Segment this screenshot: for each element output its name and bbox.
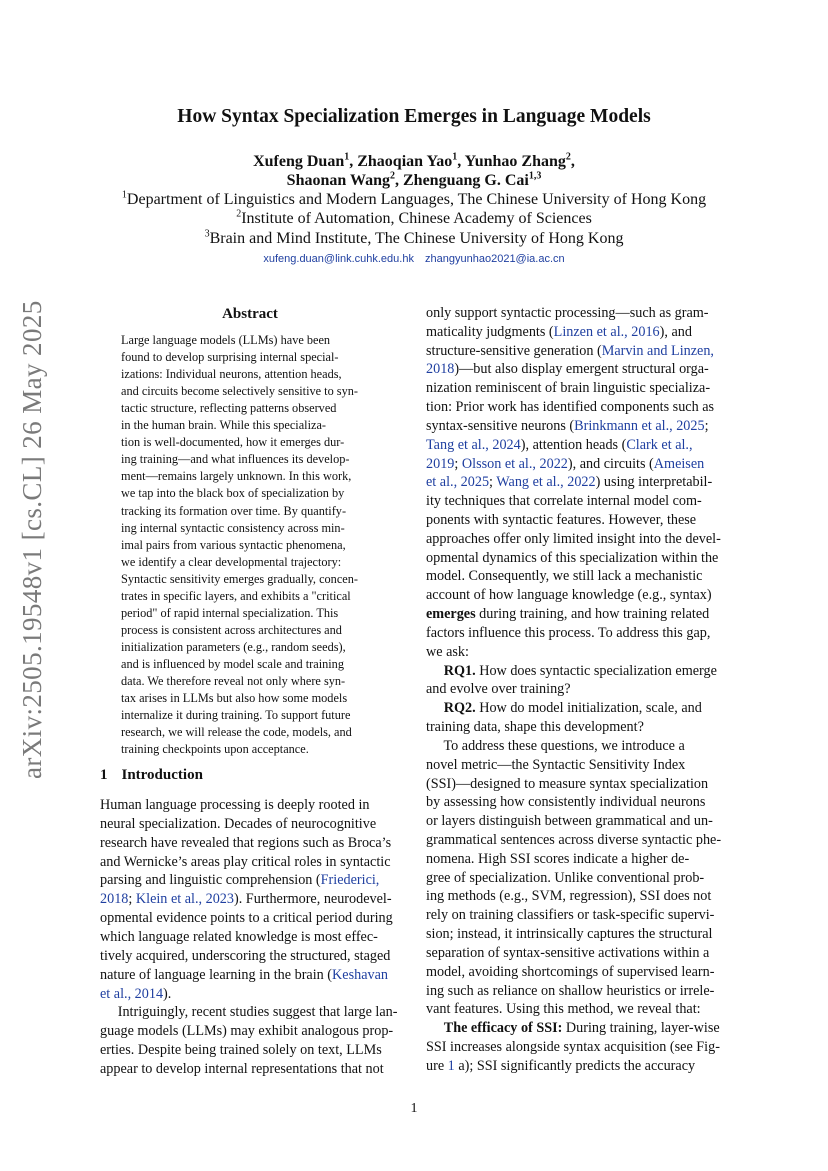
author-affiliation-mark: 1 — [452, 151, 458, 163]
abstract-line: tion is well-documented, how it emerges dur- — [121, 435, 345, 450]
text-line: SSI increases alongside syntax acquisition (see Fig- — [426, 1038, 720, 1055]
text-line: guage models (LLMs) may exhibit analogous prop- — [100, 1023, 394, 1040]
citation-link[interactable]: et al., 2025 — [426, 474, 490, 491]
abstract-line: ing training—and what influences its develop- — [121, 452, 350, 467]
text-line: only support syntactic processing—such as gram- — [426, 305, 709, 321]
text-line: model. Consequently, we still lack a mechanistic — [426, 568, 703, 585]
abstract-line: ing internal syntactic consistency across min- — [121, 520, 345, 535]
abstract-line: we tap into the black box of specialization by — [121, 486, 345, 501]
text-line: model, avoiding shortcomings of supervised learn- — [426, 963, 715, 980]
citation-link[interactable]: Brinkmann et al., 2025 — [574, 417, 705, 434]
author-list-line-2: Shaonan Wang$^2$, Zhenguang G. Cai$^{1,3}$ — [286, 170, 542, 189]
citation-link[interactable]: Friederici, — [320, 872, 380, 889]
affiliation-mark: 2 — [236, 208, 242, 220]
text-line: parsing and linguistic comprehension (Friederici, — [100, 872, 380, 889]
affiliation-mark: 3 — [204, 228, 210, 240]
text-line: which language related knowledge is most effec- — [100, 928, 378, 945]
citation-link[interactable]: Ameisen — [653, 455, 705, 472]
text-line: training data, shape this development? — [426, 719, 644, 736]
affiliation-mark: 1 — [121, 189, 127, 201]
text-line: or layers distinguish between grammatical and un- — [426, 813, 713, 830]
text-line: separation of syntax-sensitive activations within a — [426, 944, 710, 961]
abstract-line: tax arises in LLMs but also how some models — [121, 691, 348, 706]
text-line: ity techniques that correlate internal model com- — [426, 493, 702, 510]
text-line: RQ2. How do model initialization, scale, and — [443, 700, 702, 717]
text-line: structure-sensitive generation (Marvin and Linzen, — [426, 342, 714, 359]
paper-title: How Syntax Specialization Emerges in Language Models — [177, 106, 651, 127]
text-line: account of how language knowledge (e.g., syntax) — [426, 587, 712, 604]
author-emails — [0, 253, 828, 265]
affiliation-text: Department of Linguistics and Modern Languages, The Chinese University of Hong Kong — [126, 191, 707, 208]
text-line: ing such as reliance on shallow heuristics or irrele- — [426, 982, 715, 999]
abstract-line: tracking its formation over time. By quantify- — [121, 503, 347, 518]
section-heading-introduction — [100, 767, 203, 784]
text-line: 2018)—but also display emergent structural orga- — [426, 361, 709, 378]
author-name: Zhaoqian Yao — [357, 153, 453, 170]
affiliation-1 — [0, 191, 828, 209]
abstract-line: Syntactic sensitivity emerges gradually, concen- — [121, 571, 358, 586]
text-line: et al., 2025; Wang et al., 2022) using interpretabil- — [426, 474, 713, 491]
abstract-heading: Abstract — [222, 306, 278, 322]
page-number: 1 — [410, 1101, 418, 1116]
text-line: maticality judgments (Linzen et al., 2016), and — [426, 323, 692, 340]
abstract-line: training checkpoints upon acceptance. — [121, 742, 309, 757]
author-affiliation-mark: 1,3 — [528, 170, 542, 182]
abstract-line: and is influenced by model scale and training — [121, 656, 344, 671]
citation-link[interactable]: Keshavan — [332, 966, 388, 983]
text-line: To address these questions, we introduce a — [426, 737, 685, 754]
text-line: nature of language learning in the brain (Keshavan — [100, 966, 388, 983]
citation-link[interactable]: Clark et al., — [626, 436, 693, 453]
text-line: nization reminiscent of brain linguistic specializa- — [426, 380, 711, 397]
text-line: novel metric—the Syntactic Sensitivity Index — [426, 756, 686, 773]
citation-link[interactable]: Linzen et al., 2016 — [553, 323, 660, 340]
abstract-line: initialization parameters (e.g., random seeds), — [121, 639, 346, 654]
text-line: Intriguingly, recent studies suggest that large lan- — [100, 1004, 398, 1021]
author-name: Zhenguang G. Cai — [403, 172, 529, 189]
text-line: factors influence this process. To address this gap, — [426, 624, 711, 641]
bold-text: RQ2. — [443, 700, 476, 717]
affiliation-text: Brain and Mind Institute, The Chinese University of Hong Kong — [209, 230, 624, 247]
text-line: and Wernicke’s areas play critical roles in syntactic — [100, 853, 391, 870]
text-line: ure 1 a); SSI significantly predicts the accuracy — [426, 1057, 696, 1074]
text-line: by assessing how consistently individual neurons — [426, 794, 706, 811]
abstract-line: data. We therefore reveal not only where syn- — [121, 674, 346, 688]
citation-link[interactable]: Klein et al., 2023 — [135, 891, 234, 908]
email-duan[interactable]: xufeng.duan@link.cuhk.edu.hk — [263, 253, 414, 265]
text-line: nomena. High SSI scores indicate a higher de- — [426, 850, 690, 867]
citation-link[interactable]: Wang et al., 2022 — [496, 474, 596, 491]
abstract-line: izations: Individual neurons, attention heads, — [121, 367, 342, 382]
bold-text: The efficacy of SSI: — [443, 1020, 563, 1037]
abstract-line: internalize it during training. To support future — [121, 708, 351, 723]
author-name: Xufeng Duan — [253, 153, 345, 170]
text-line: vant features. Using this method, we reveal that: — [426, 1001, 701, 1018]
author-name: Yunhao Zhang — [464, 153, 566, 170]
abstract-line: we identify a clear developmental trajectory: — [121, 554, 342, 569]
text-line: tion: Prior work has identified components such as — [426, 399, 715, 416]
citation-link[interactable]: 2018 — [426, 361, 455, 378]
section-title: Introduction — [121, 767, 203, 783]
text-line: grammatical sentences across diverse syntactic phe- — [426, 831, 722, 848]
citation-link[interactable]: Tang et al., 2024 — [426, 436, 521, 453]
text-line: opmental evidence points to a critical period during — [100, 910, 393, 927]
text-line: rely on training classifiers or task-specific supervi- — [426, 907, 715, 924]
text-line: opmental dynamics of this specialization within the — [426, 549, 719, 566]
text-line: 2018; Klein et al., 2023). Furthermore, neurodevel- — [100, 891, 392, 908]
citation-link[interactable]: 1 — [447, 1057, 455, 1074]
abstract-line: period" of rapid internal specialization. This — [121, 605, 339, 620]
text-line: ing methods (e.g., SVM, regression), SSI does not — [426, 888, 712, 905]
citation-link[interactable]: 2018 — [100, 891, 129, 908]
text-line: appear to develop internal representations that not — [100, 1060, 384, 1077]
arxiv-identifier: arXiv:2505.19548v1 [cs.CL] 26 May 2025 — [17, 300, 47, 779]
citation-link[interactable]: Olsson et al., 2022 — [461, 455, 568, 472]
bold-text: RQ1. — [443, 662, 476, 679]
text-line: neural specialization. Decades of neurocognitive — [100, 815, 377, 832]
text-line: and evolve over training? — [426, 681, 571, 698]
text-line: 2019; Olsson et al., 2022), and circuits (Ameisen — [426, 455, 705, 472]
abstract-line: ment—remains largely unknown. In this work, — [121, 469, 352, 484]
abstract-line: imal pairs from various syntactic phenomena, — [121, 537, 346, 552]
abstract-line: process is consistent across architectures and — [121, 622, 342, 637]
text-line: research have revealed that regions such as Broca’s — [100, 834, 392, 851]
abstract-line: research, we will release the code, models, and — [121, 725, 352, 740]
affiliation-2 — [0, 210, 828, 228]
text-line: gree of specialization. Unlike conventional prob- — [426, 869, 705, 886]
author-affiliation-mark: 1 — [344, 151, 350, 163]
author-list-line-1: Xufeng Duan$^1$, Zhaoqian Yao$^1$, Yunhao Zhang$^2$, — [253, 151, 575, 170]
text-line: The efficacy of SSI: During training, layer-wise — [443, 1020, 720, 1037]
text-line: sion; instead, it intrinsically captures the structural — [426, 926, 713, 943]
author-affiliation-mark: 2 — [390, 170, 395, 182]
text-line: Human language processing is deeply rooted in — [100, 797, 370, 813]
text-line: Tang et al., 2024), attention heads (Clark et al., — [426, 436, 693, 453]
abstract-line: found to develop surprising internal special- — [121, 350, 339, 365]
text-line: syntax-sensitive neurons (Brinkmann et al., 2025; — [426, 417, 709, 434]
abstract-line: in the human brain. While this specializa- — [121, 418, 327, 433]
abstract-line: and circuits become selectively sensitive to syn- — [121, 384, 358, 399]
affiliation-text: Institute of Automation, Chinese Academy of Sciences — [241, 210, 592, 227]
abstract-line: tactic structure, reflecting patterns observed — [121, 401, 337, 416]
author-name: Shaonan Wang — [286, 172, 390, 189]
citation-link[interactable]: Marvin and Linzen, — [601, 342, 714, 359]
abstract-line: Large language models (LLMs) have been — [121, 333, 331, 347]
section-number: 1 — [100, 767, 108, 783]
text-line: RQ1. How does syntactic specialization emerge — [443, 662, 717, 679]
author-affiliation-mark: 2 — [565, 151, 571, 163]
text-line: emerges during training, and how training related — [426, 606, 710, 623]
affiliation-3 — [0, 230, 828, 248]
abstract-line: trates in specific layers, and exhibits a "critical — [121, 588, 351, 603]
citation-link[interactable]: et al., 2014 — [100, 985, 164, 1002]
text-line: (SSI)—designed to measure syntax specialization — [426, 775, 709, 792]
text-line: et al., 2014). — [100, 985, 172, 1002]
citation-link[interactable]: 2019 — [426, 455, 455, 472]
text-line: tively acquired, underscoring the structured, staged — [100, 947, 391, 964]
text-line: approaches offer only limited insight into the devel- — [426, 530, 721, 547]
text-line: erties. Despite being trained solely on text, LLMs — [100, 1042, 382, 1059]
text-line: ponents with syntactic features. However, these — [426, 512, 697, 529]
email-zhang[interactable]: zhangyunhao2021@ia.ac.cn — [425, 253, 565, 265]
bold-text: emerges — [426, 606, 476, 623]
text-line: we ask: — [426, 643, 469, 660]
